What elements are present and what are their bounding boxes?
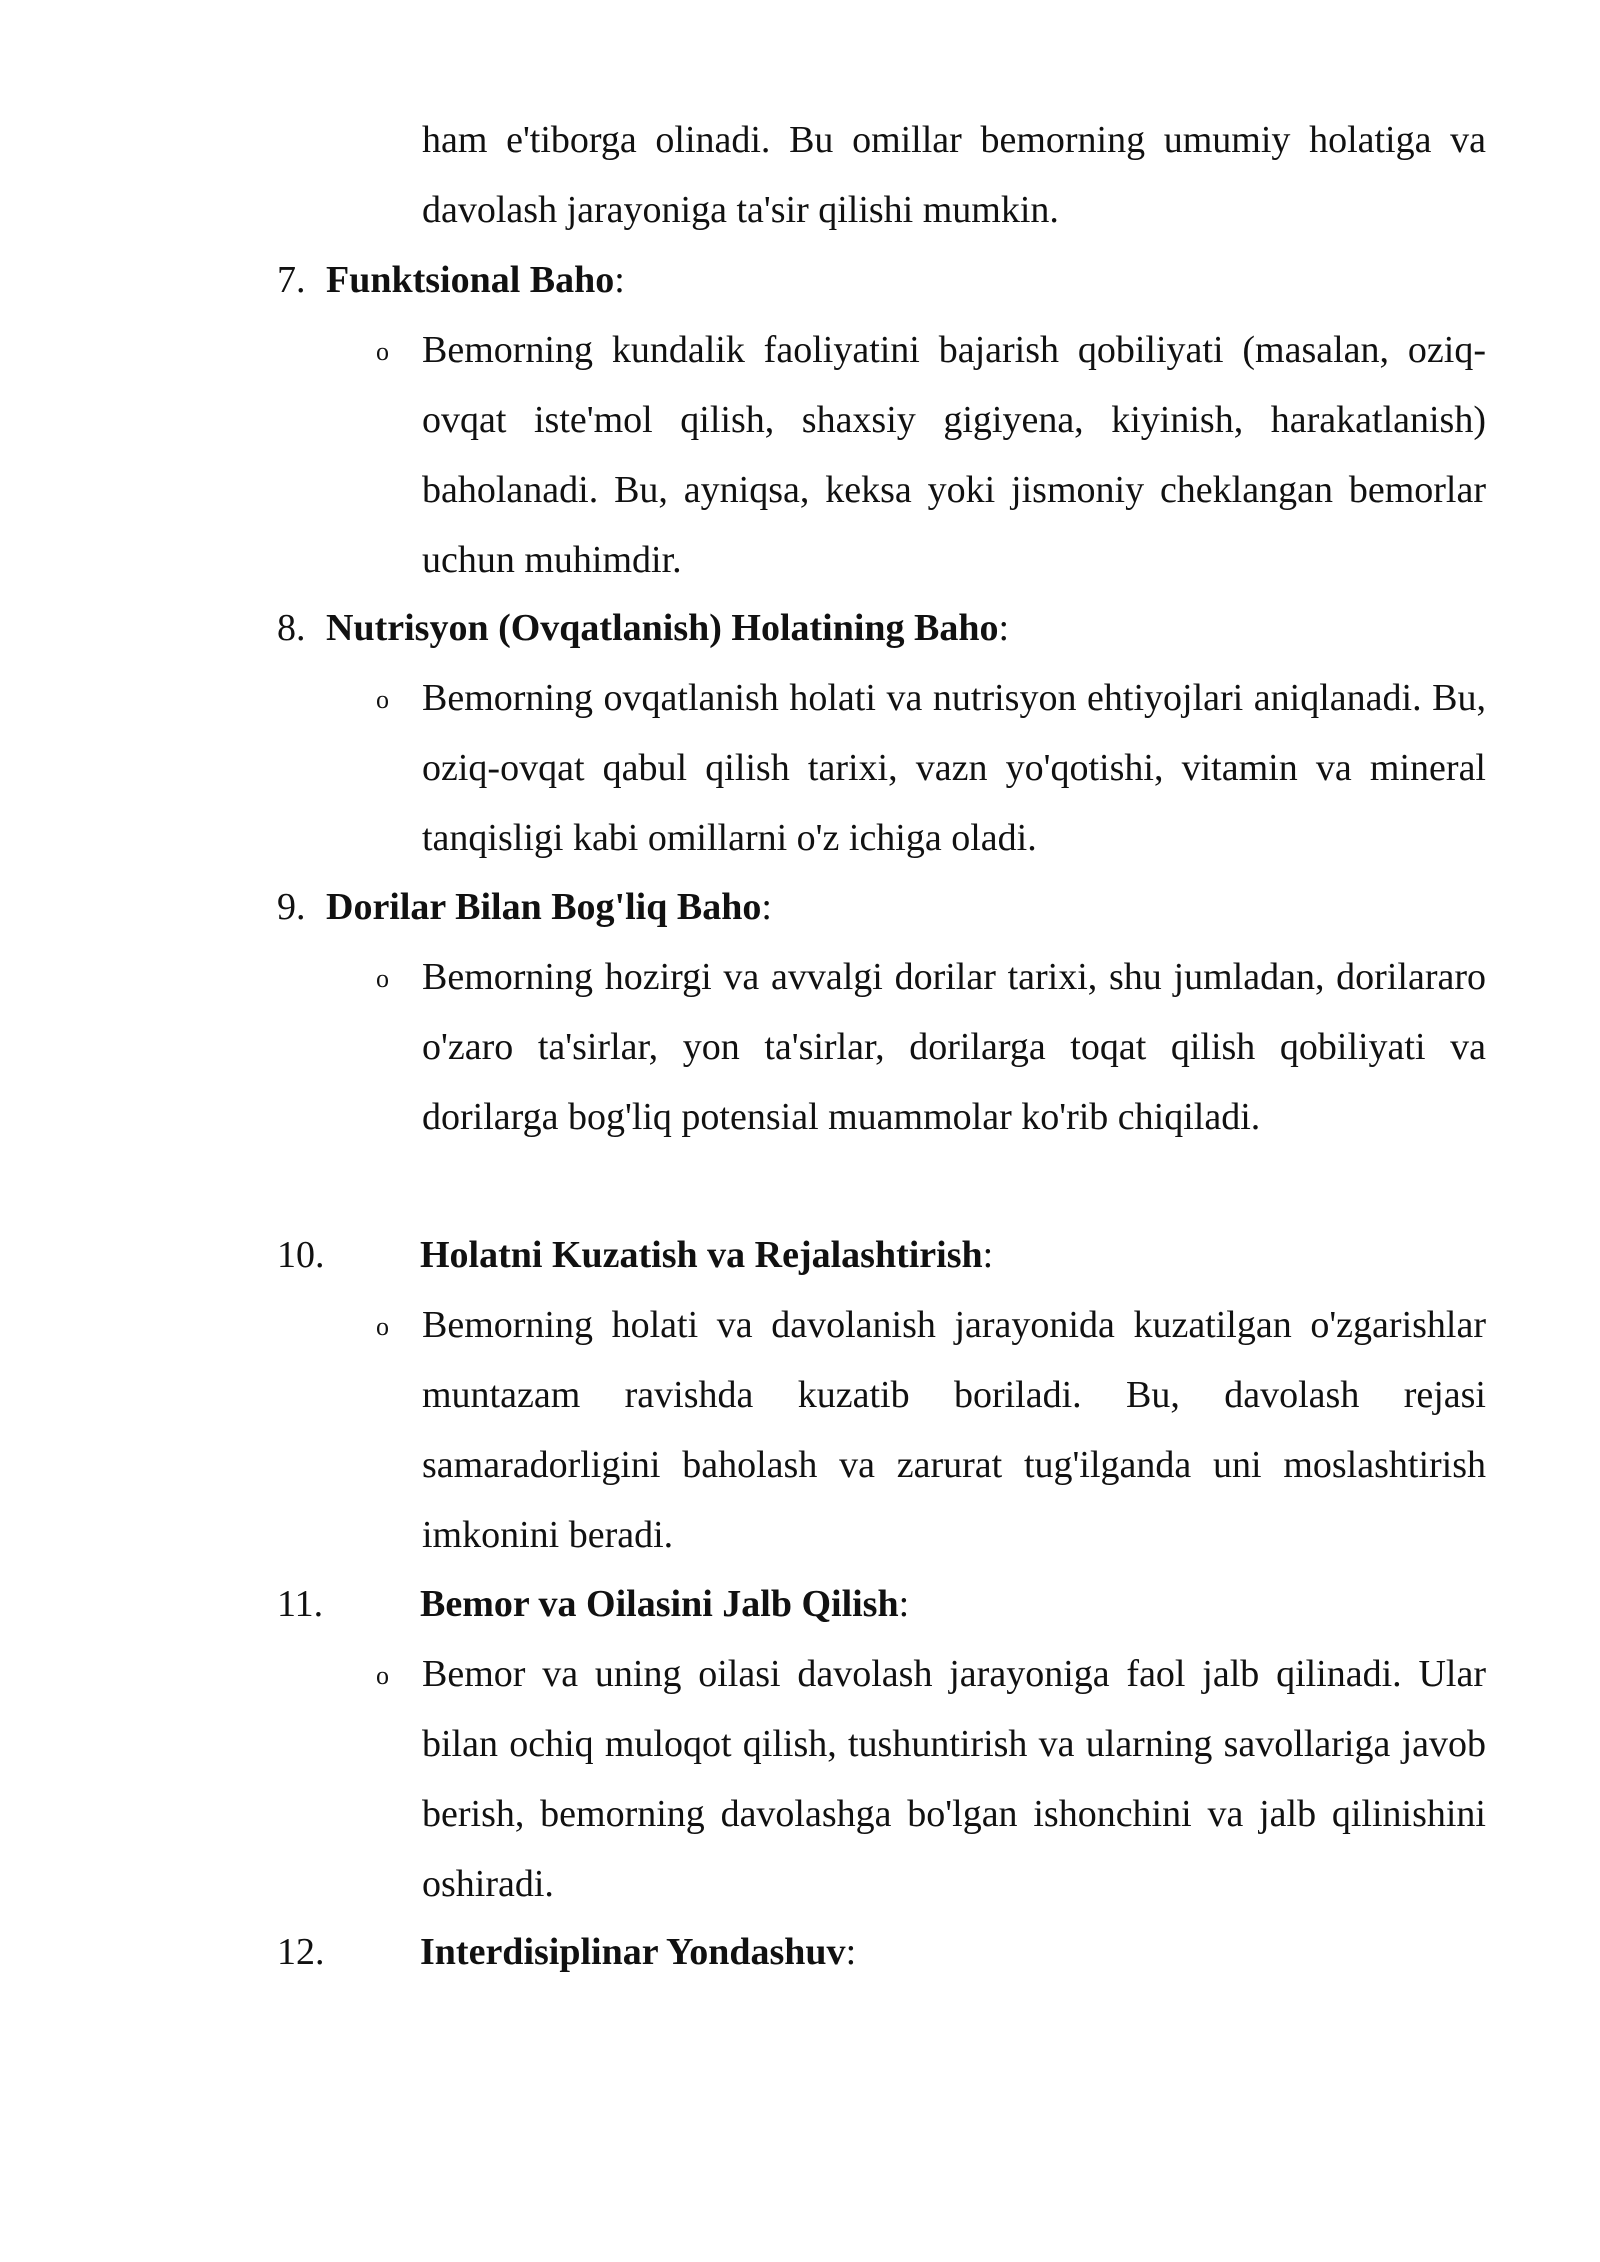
bullet-marker: o <box>376 1661 389 1690</box>
section-number: 11. <box>277 1583 324 1625</box>
bullet-paragraph: Bemorning ovqatlanish holati va nutrisyon ehtiyojlari aniqlanadi. Bu, oziq-ovqat qabul qilish tarixi, vazn yo'qotishi, vitamin va mineral tanqisligi kabi omillarni o'z ichiga oladi. <box>422 677 1486 859</box>
section-number: 10. <box>277 1234 325 1276</box>
section-heading <box>326 245 625 315</box>
bullet-marker: o <box>376 337 389 366</box>
section-number: 12. <box>277 1931 325 1973</box>
section-title: Funktsional Baho <box>326 259 615 301</box>
bullet-marker: o <box>376 1312 389 1341</box>
section-title: Holatni Kuzatish va Rejalashtirish <box>420 1234 983 1276</box>
section-title: Nutrisyon (Ovqatlanish) Holatining Baho <box>326 607 999 649</box>
intro-paragraph: ham e'tiborga olinadi. Bu omillar bemorning umumiy holatiga va davolash jarayoniga ta'sir qilishi mumkin. <box>422 119 1486 231</box>
section-number: 8. <box>277 607 306 649</box>
bullet-paragraph: Bemor va uning oilasi davolash jarayoniga faol jalb qilinadi. Ular bilan ochiq muloqot qilish, tushuntirish va ularning savollariga javob berish, bemorning davolashga bo'lgan ishonchini va jalb qilinishini oshiradi. <box>422 1653 1486 1905</box>
section-number: 9. <box>277 886 306 928</box>
heading-colon: : <box>982 1234 994 1276</box>
heading-colon: : <box>845 1931 857 1973</box>
heading-colon: : <box>614 259 625 301</box>
bullet-marker: o <box>376 685 389 714</box>
section-heading <box>326 872 772 942</box>
bullet-paragraph: Bemorning kundalik faoliyatini bajarish qobiliyati (masalan, oziq-ovqat iste'mol qilish, shaxsiy gigiyena, kiyinish, harakatlanish) baholanadi. Bu, ayniqsa, keksa yoki jismoniy cheklangan bemorlar uchun muhimdir. <box>422 329 1486 581</box>
heading-colon: : <box>761 886 772 928</box>
section-title: Dorilar Bilan Bog'liq Baho <box>326 886 762 928</box>
section-title: Bemor va Oilasini Jalb Qilish <box>420 1583 899 1625</box>
bullet-paragraph: Bemorning hozirgi va avvalgi dorilar tarixi, shu jumladan, dorilararo o'zaro ta'sirlar, yon ta'sirlar, dorilarga toqat qilish qobiliyati va dorilarga bog'liq potensial muammolar ko'rib chiqiladi. <box>422 956 1486 1138</box>
heading-colon: : <box>998 607 1010 649</box>
section-heading <box>420 1917 856 1987</box>
section-heading <box>326 593 1009 663</box>
bullet-paragraph: Bemorning holati va davolanish jarayonida kuzatilgan o'zgarishlar muntazam ravishda kuzatib boriladi. Bu, davolash rejasi samaradorligini baholash va zarurat tug'ilganda uni moslashtirish imkonini beradi. <box>422 1304 1486 1556</box>
bullet-marker: o <box>376 964 389 993</box>
heading-colon: : <box>898 1583 910 1625</box>
section-number: 7. <box>277 259 306 301</box>
section-heading <box>420 1220 993 1290</box>
section-title: Interdisiplinar Yondashuv <box>420 1931 846 1973</box>
section-heading <box>420 1569 909 1639</box>
